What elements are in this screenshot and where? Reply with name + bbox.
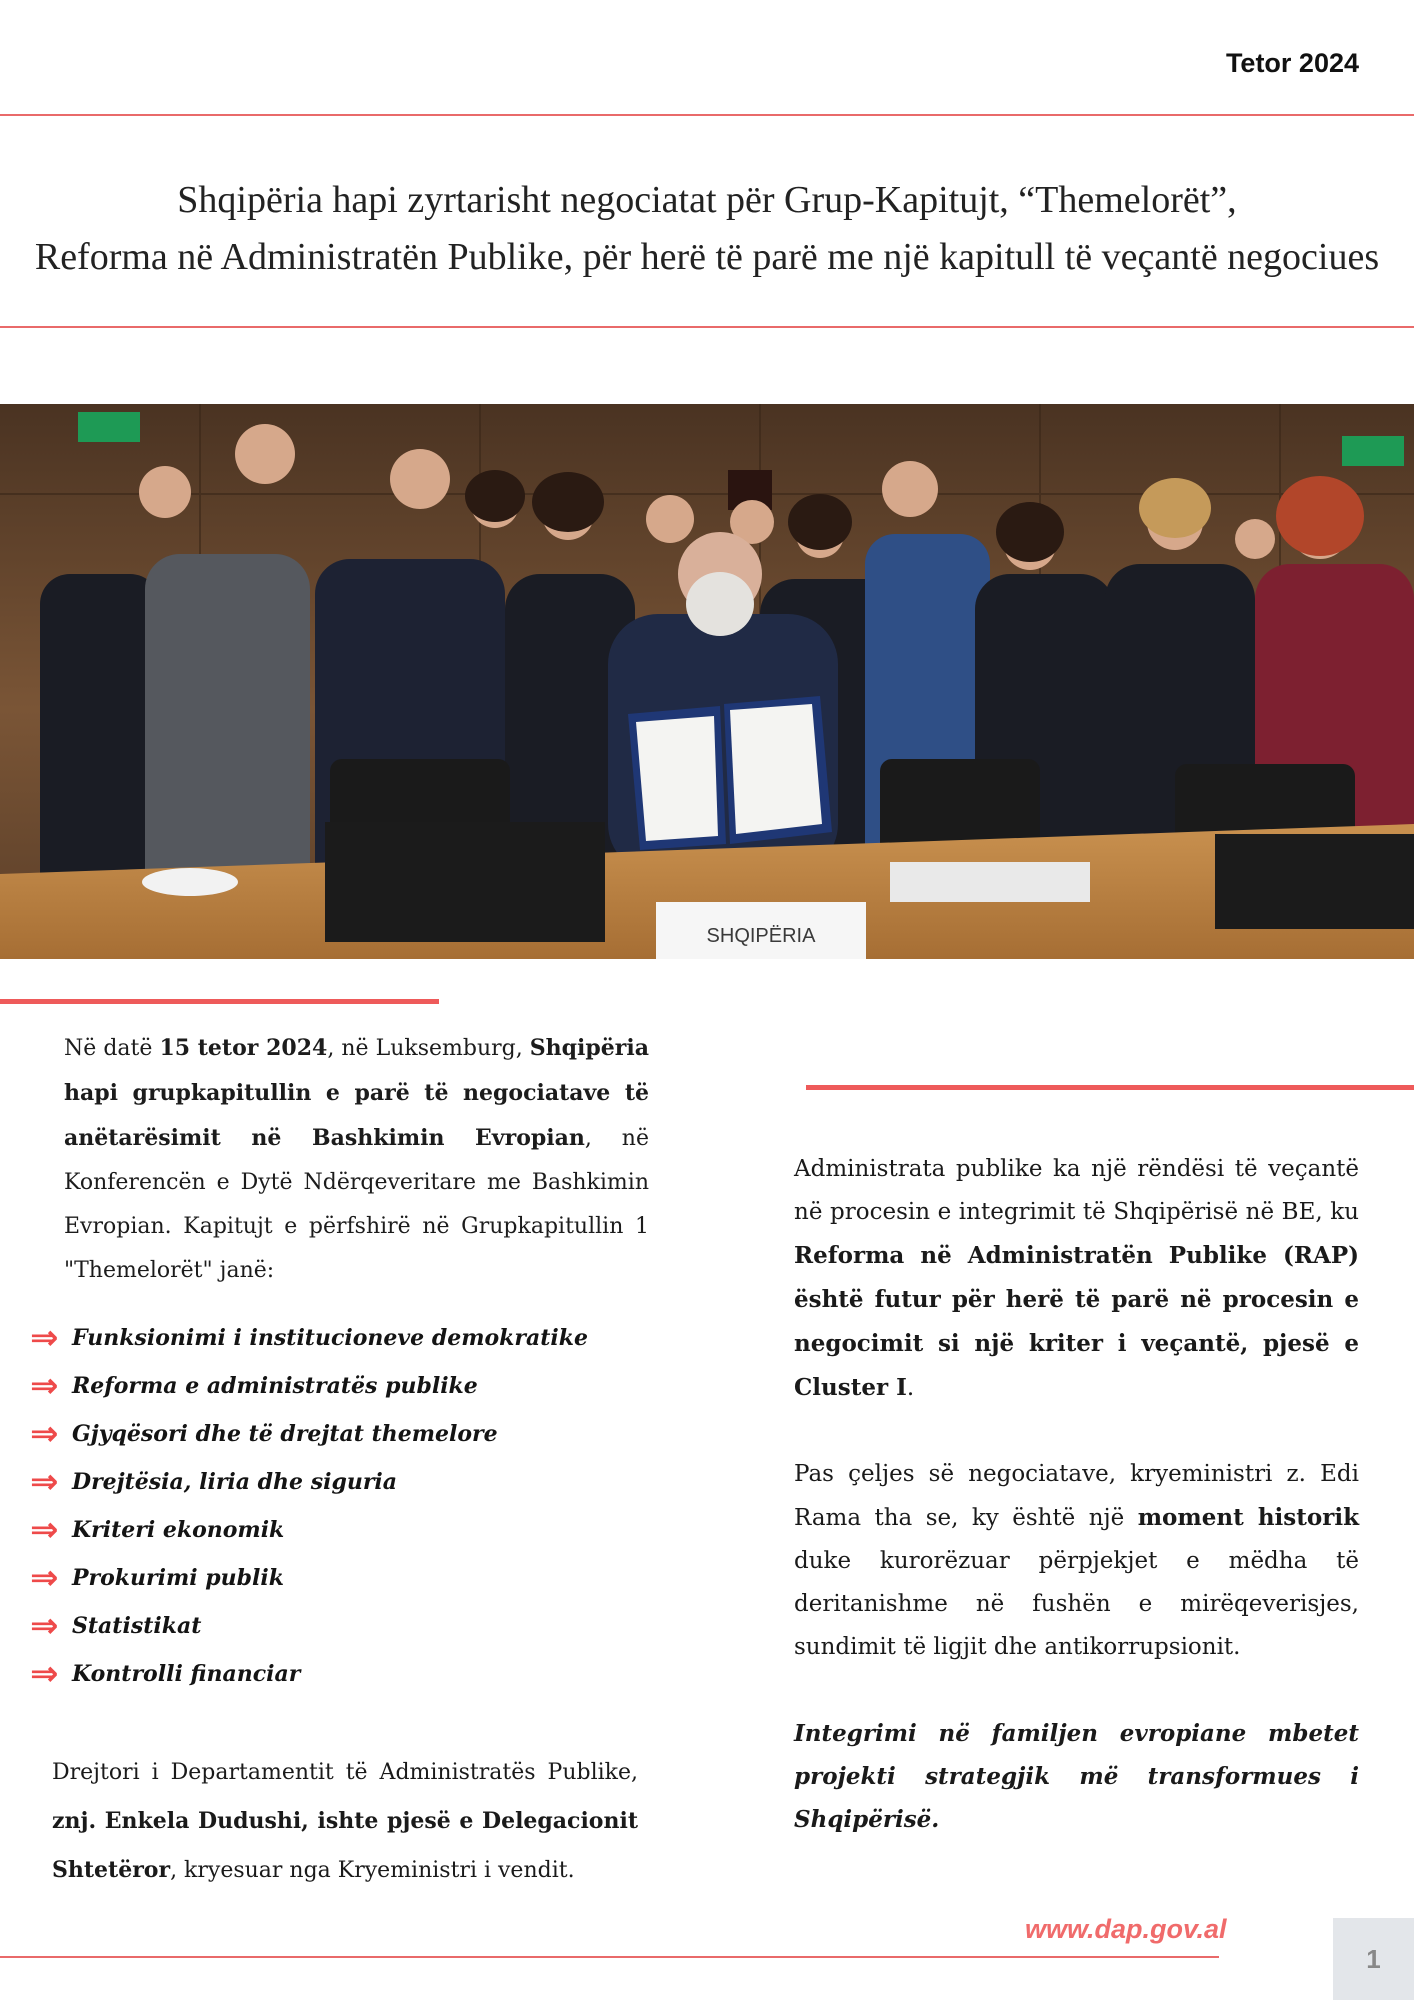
double-arrow-right-icon: ⇒ bbox=[30, 1558, 59, 1598]
double-arrow-right-icon: ⇒ bbox=[30, 1414, 59, 1454]
chapter-list-item bbox=[30, 1602, 650, 1650]
issue-date: Tetor 2024 bbox=[1225, 48, 1359, 78]
chapter-name: Kontrolli financiar bbox=[72, 1661, 301, 1687]
page-title bbox=[0, 172, 1414, 286]
chapter-name: Funksionimi i institucioneve demokratike bbox=[72, 1325, 589, 1351]
left-accent-rule bbox=[0, 999, 439, 1004]
double-arrow-right-icon: ⇒ bbox=[30, 1654, 59, 1694]
delegation-paragraph: Drejtori i Departamentit të Administratës Publike, znj. Enkela Dudushi, ishte pjesë e Delegacionit Shtetëror, kryesuar nga Kryeministri i vendit. bbox=[52, 1760, 638, 1883]
rap-paragraph: Administrata publike ka një rëndësi të veçantë në procesin e integrimit të Shqipërisë në BE, ku Reforma në Administratën Publike (RAP) është futur për herë të parë në procesin e negocimit si një kriter i veçantë, pjesë e Cluster I. bbox=[794, 1156, 1359, 1401]
double-arrow-right-icon: ⇒ bbox=[30, 1606, 59, 1646]
name-plate-text: SHQIPËRIA bbox=[706, 925, 816, 947]
chapter-list-item bbox=[30, 1650, 650, 1698]
footer-divider bbox=[0, 1956, 1219, 1958]
pm-paragraph: Pas çeljes së negociatave, kryeministri z. Edi Rama tha se, ky është një moment historik duke kurorëzuar përpjekjet e mëdha të deritanishme në fushën e mirëqeverisjes, sundimit të ligjit dhe antikorrupsionit. bbox=[794, 1461, 1359, 1660]
chapter-list bbox=[30, 1314, 650, 1698]
chapter-list-item bbox=[30, 1506, 650, 1554]
double-arrow-right-icon: ⇒ bbox=[30, 1318, 59, 1358]
chapter-name: Gjyqësori dhe të drejtat themelore bbox=[72, 1421, 498, 1447]
chapter-list-item bbox=[30, 1410, 650, 1458]
title-divider bbox=[0, 326, 1414, 328]
delegation-photo bbox=[0, 404, 1414, 959]
intro-paragraph: Në datë 15 tetor 2024, në Luksemburg, Shqipëria hapi grupkapitullin e parë të negociatave të anëtarësimit në Bashkimin Evropian, në Konferencën e Dytë Ndërqeveritare me Bashkimin Evropian. Kapitujt e përfshirë në Grupkapitullin 1 "Themelorët" janë: bbox=[64, 1035, 649, 1283]
chapter-list-item bbox=[30, 1314, 650, 1362]
double-arrow-right-icon: ⇒ bbox=[30, 1462, 59, 1502]
double-arrow-right-icon: ⇒ bbox=[30, 1510, 59, 1550]
website-link[interactable]: www.dap.gov.al bbox=[1025, 1914, 1227, 1944]
chapter-name: Statistikat bbox=[72, 1613, 202, 1639]
chapter-name: Prokurimi publik bbox=[72, 1565, 285, 1591]
double-arrow-right-icon: ⇒ bbox=[30, 1366, 59, 1406]
chapter-list-item bbox=[30, 1458, 650, 1506]
chapter-name: Reforma e administratës publike bbox=[72, 1373, 478, 1399]
title-line-2: Reforma në Administratën Publike, për herë të parë me një kapitull të veçantë negociues bbox=[34, 236, 1380, 278]
header-divider bbox=[0, 114, 1414, 116]
closing-statement: Integrimi në familjen evropiane mbetet projekti strategjik më transformues i Shqipërisë. bbox=[794, 1720, 1359, 1833]
title-line-1: Shqipëria hapi zyrtarisht negociatat për Grup-Kapitujt, “Themelorët”, bbox=[177, 179, 1237, 221]
chapter-name: Drejtësia, liria dhe siguria bbox=[72, 1469, 398, 1495]
chapter-list-item bbox=[30, 1554, 650, 1602]
page-number: 1 bbox=[1333, 1918, 1414, 2000]
chapter-list-item bbox=[30, 1362, 650, 1410]
chapter-name: Kriteri ekonomik bbox=[72, 1517, 285, 1543]
right-accent-rule bbox=[806, 1085, 1414, 1090]
right-column bbox=[794, 1148, 1359, 1884]
